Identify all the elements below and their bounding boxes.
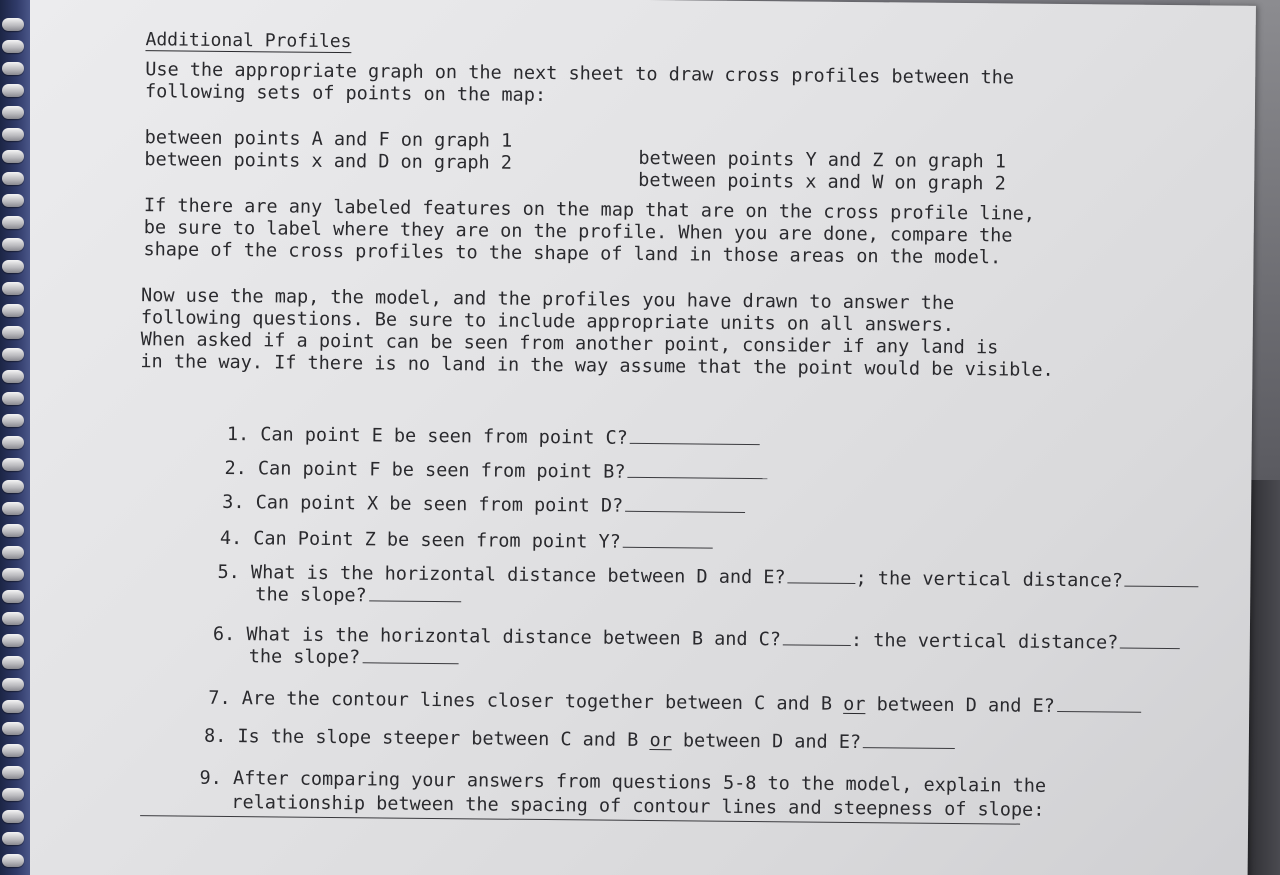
answer-6-slope-blank[interactable] [362, 645, 458, 664]
binding-ring [2, 590, 24, 603]
answer-7-blank[interactable] [1057, 694, 1141, 713]
binding-ring [2, 612, 24, 625]
labels-line-1: If there are any labeled features on the map that are on the cross profile line, [143, 195, 1036, 225]
question-5-slope-text: the slope? [255, 584, 367, 607]
question-7-text: 7. Are the contour lines closer together between C and B [208, 687, 844, 715]
binding-ring [2, 722, 24, 735]
question-8-text-end: between D and E? [671, 730, 862, 754]
instructions-line-2: following questions. Be sure to include appropriate units on all answers. [140, 307, 955, 336]
question-8-or: or [649, 730, 672, 752]
question-1-text: 1. Can point E be seen from point C? [226, 423, 628, 449]
binding-ring [2, 18, 24, 31]
binding-ring [2, 502, 24, 515]
question-8-text: 8. Is the slope steeper between C and B [203, 725, 650, 752]
question-7-or: or [843, 693, 866, 716]
binding-ring [2, 656, 24, 669]
binding-ring [2, 392, 24, 405]
worksheet-content [15, 0, 1256, 875]
binding-ring [2, 700, 24, 713]
question-2-text: 2. Can point F be seen from point B? [224, 457, 626, 483]
question-6-slope-text: the slope? [248, 646, 361, 669]
answer-5-slope-blank[interactable] [369, 583, 461, 602]
intro-line-2: following sets of points on the map: [144, 81, 547, 107]
binding-ring [2, 348, 24, 361]
binding-ring [2, 788, 24, 801]
instructions-line-4: in the way. If there is no land in the way assume that the point would be visible. [140, 351, 1054, 381]
answer-8-blank[interactable] [863, 730, 955, 749]
binding-ring [2, 458, 24, 471]
question-7-text-end: between D and E? [865, 694, 1055, 717]
binding-ring [2, 546, 24, 559]
binding-ring [2, 194, 24, 207]
spiral-binding [0, 0, 30, 875]
binding-ring [2, 84, 24, 97]
binding-ring [2, 62, 24, 75]
binding-ring [2, 326, 24, 339]
binding-ring [2, 634, 24, 647]
answer-6-horizontal-blank[interactable] [783, 627, 851, 646]
pair-right-1: between points Y and Z on graph 1 [638, 147, 1007, 173]
binding-ring [2, 238, 24, 251]
binding-ring [2, 282, 24, 295]
binding-ring [2, 524, 24, 537]
labels-line-3: shape of the cross profiles to the shape of land in those areas on the model. [143, 239, 1002, 269]
binding-ring [2, 370, 24, 383]
binding-ring [2, 304, 24, 317]
binding-ring [2, 854, 24, 867]
binding-ring [2, 172, 24, 185]
worksheet-title: Additional Profiles [145, 29, 352, 53]
question-6-text: 6. What is the horizontal distance between B and C? [212, 623, 782, 651]
binding-ring [2, 678, 24, 691]
binding-ring [2, 810, 24, 823]
question-3-text: 3. Can point X be seen from point D? [222, 491, 624, 517]
binding-ring [2, 436, 24, 449]
binding-ring [2, 260, 24, 273]
binding-ring [2, 128, 24, 141]
question-9-line-2 [142, 769, 1045, 844]
instructions-line-3: When asked if a point can be seen from another point, consider if any land is [140, 329, 999, 359]
binding-ring [2, 568, 24, 581]
pair-left-1: between points A and F on graph 1 [144, 127, 513, 152]
question-4-text: 4. Can Point Z be seen from point Y? [219, 527, 621, 553]
question-9-text-2: relationship between the spacing of contour lines and steepness of slope: [231, 792, 1045, 821]
pair-right-2: between points x and W on graph 2 [638, 169, 1006, 195]
answer-5-vertical-blank[interactable] [1125, 569, 1199, 588]
question-5-vertical-text: ; the vertical distance? [855, 568, 1123, 592]
binding-ring [2, 480, 24, 493]
binding-ring [2, 150, 24, 163]
binding-ring [2, 766, 24, 779]
instructions-line-1: Now use the map, the model, and the profiles you have drawn to answer the [141, 285, 955, 314]
binding-ring [2, 106, 24, 119]
answer-5-horizontal-blank[interactable] [788, 565, 856, 584]
binding-ring [2, 744, 24, 757]
intro-line-1: Use the appropriate graph on the next sheet to draw cross profiles between the [145, 59, 1015, 89]
binding-ring [2, 216, 24, 229]
worksheet-page [15, 0, 1256, 875]
binding-ring [2, 40, 24, 53]
labels-line-2: be sure to label where they are on the profile. When you are done, compare the [143, 217, 1013, 247]
question-6-vertical-text: : the vertical distance? [850, 629, 1119, 654]
binding-ring [2, 414, 24, 427]
binding-ring [2, 832, 24, 845]
question-9-text: 9. After comparing your answers from questions 5-8 to the model, explain the [199, 767, 1047, 797]
question-5-text: 5. What is the horizontal distance between D and E? [217, 561, 786, 589]
answer-6-vertical-blank[interactable] [1120, 631, 1180, 650]
pair-left-2: between points x and D on graph 2 [144, 149, 513, 174]
